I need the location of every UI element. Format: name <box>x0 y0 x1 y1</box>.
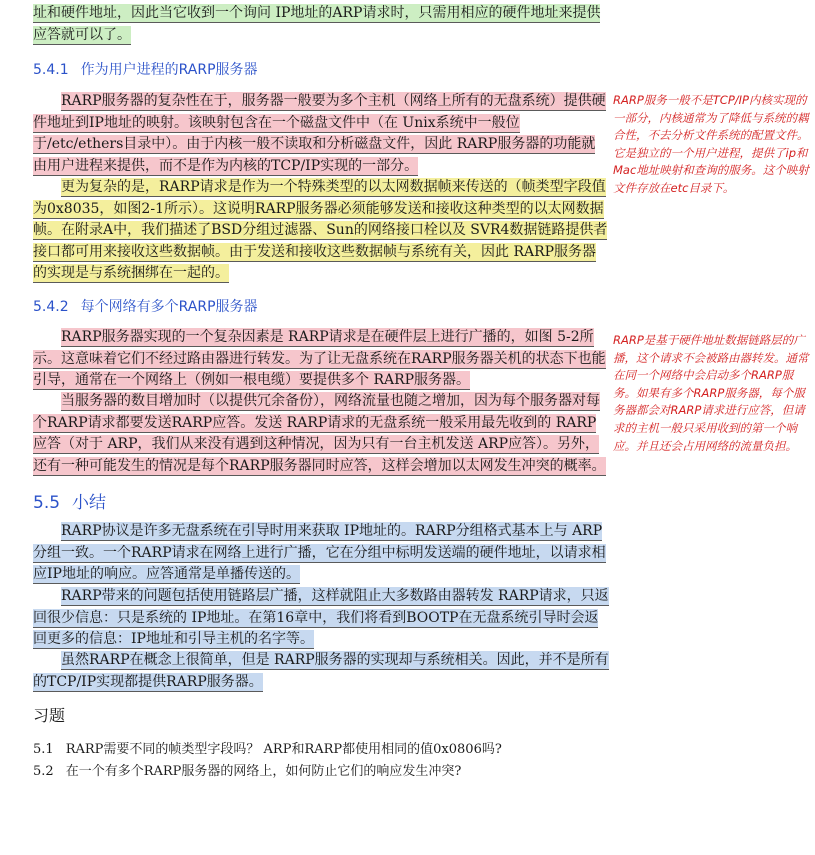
section-number: 5.4.1 <box>33 62 69 78</box>
exercise-item <box>33 738 502 757</box>
section-number: 5.4.2 <box>33 299 69 315</box>
highlight-yellow: 更为复杂的是，RARP请求是作为一个特殊类型的以太网数据帧来传送的（帧类型字段值为0x8035，如图2-1所示）。这说明RARP服务器必须能够发送和接收这种类型的以太网数据帧。在附录A中，我们描述了BSD分组过滤器、Sun的网络接口栓以及 SVR4数据链路提供者接口都可用来接收这些数据帧。由于发送和接收这些数据帧与系统有关，因此 RARP服务器的实现是与系统捆绑在一起的。 <box>33 179 608 281</box>
section-title: 作为用户进程的RARP服务器 <box>80 62 258 78</box>
highlight-pink: RARP服务器实现的一个复杂因素是 RARP请求是在硬件层上进行广播的，如图 5-2所示。这意味着它们不经过路由器进行转发。为了让无盘系统在RARP服务器关机的状态下也能引导，通常在一个网络上（例如一根电缆）要提供多个 RARP服务器。 <box>33 329 606 388</box>
paragraph-summary-1 <box>33 521 609 586</box>
exercise-item <box>33 760 461 779</box>
handwritten-annotation-2: RARP是基于硬件地址数据链路层的广播，这个请求不会被路由器转发。通常在同一个网络中会启动多个RARP服务。如果有多个RARP服务器，每个服务器都会对RARP请求进行应答，但请求的主机一般只采用收到的第一个响应。并且还会占用网络的流量负担。 <box>613 333 809 453</box>
paragraph-summary-2 <box>33 586 609 651</box>
exercise-number: 5.2 <box>33 764 54 779</box>
paragraph-multiple-servers <box>33 391 609 477</box>
exercise-text: RARP需要不同的帧类型字段吗？ ARP和RARP都使用相同的值0x0806吗? <box>65 742 502 757</box>
highlight-blue: RARP协议是许多无盘系统在引导时用来获取 IP地址的。RARP分组格式基本上与 ARP分组一致。一个RARP请求在网络上进行广播，它在分组中标明发送端的硬件地址，以请求相应IP地址的响应。应答通常是单播传送的。 <box>33 523 606 582</box>
section-title: 每个网络有多个RARP服务器 <box>80 299 258 315</box>
highlight-pink: RARP服务器的复杂性在于，服务器一般要为多个主机（网络上所有的无盘系统）提供硬件地址到IP地址的映射。该映射包含在一个磁盘文件中（在 Unix系统中一般位于/etc/ethers目录中）。由于内核一般不读取和分析磁盘文件，因此 RARP服务器的功能就由用户进程来提供，而不是作为内核的TCP/IP实现的一部分。 <box>33 93 606 174</box>
highlight-pink: 当服务器的数目增加时（以提供冗余备份），网络流量也随之增加，因为每个服务器对每个RARP请求都要发送RARP应答。发送 RARP请求的无盘系统一般采用最先收到的 RARP应答（对于 ARP，我们从来没有遇到这种情况，因为只有一台主机发送 ARP应答）。另外，还有一种可能发生的情况是每个RARP服务器同时应答，这样会增加以太网发生冲突的概率。 <box>33 393 606 474</box>
highlight-blue: 虽然RARP在概念上很简单，但是 RARP服务器的实现却与系统相关。因此，并不是所有的TCP/IP实现都提供RARP服务器。 <box>33 652 609 690</box>
section-number: 5.5 <box>33 493 61 513</box>
paragraph-rarp-broadcast <box>33 327 609 392</box>
paragraph-rarp-frame-type <box>33 177 609 285</box>
handwritten-annotation-1: RARP服务一般不是TCP/IP内核实现的一部分，内核通常为了降低与系统的耦合性，不去分析文件系统的配置文件。它是独立的一个用户进程，提供了ip和Mac地址映射和查询的服务。这个映射文件存放在etc目录下。 <box>613 93 809 195</box>
paragraph-summary-3 <box>33 650 609 693</box>
exercise-number: 5.1 <box>33 742 54 757</box>
section-heading-5-4-1 <box>33 59 258 79</box>
exercise-text: 在一个有多个RARP服务器的网络上，如何防止它们的响应发生冲突? <box>65 764 462 779</box>
section-title: 小结 <box>72 493 107 513</box>
paragraph-rarp-server-complexity <box>33 91 609 177</box>
section-heading-5-5 <box>33 488 106 513</box>
section-heading-5-4-2 <box>33 296 258 316</box>
paragraph-arp-reply <box>33 3 609 46</box>
highlight-blue: RARP带来的问题包括使用链路层广播，这样就阻止大多数路由器转发 RARP请求，只返回很少信息：只是系统的 IP地址。在第16章中，我们将看到BOOTP在无盘系统引导时会返回更多的信息：IP地址和引导主机的名字等。 <box>33 588 609 647</box>
highlight-green: 址和硬件地址，因此当它收到一个询问 IP地址的ARP请求时，只需用相应的硬件地址来提供应答就可以了。 <box>33 5 601 43</box>
exercises-heading: 习题 <box>33 706 66 725</box>
